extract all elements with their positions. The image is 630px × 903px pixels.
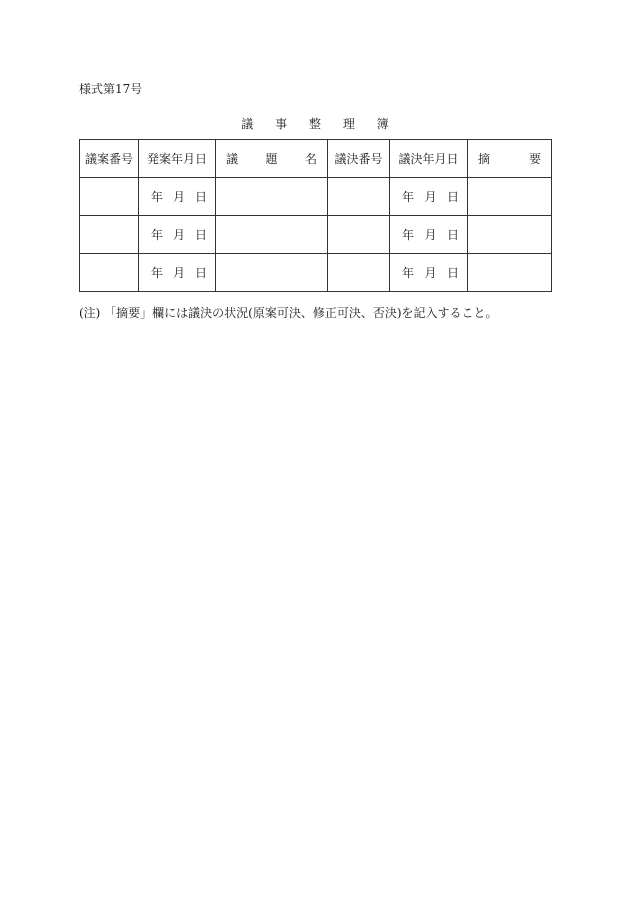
summary-cell[interactable] bbox=[468, 178, 552, 216]
form-number: 様式第17号 bbox=[79, 82, 143, 96]
title-char: 議 bbox=[241, 117, 254, 131]
resolution-date-cell[interactable] bbox=[390, 178, 468, 216]
header-resolution-number: 議決番号 bbox=[328, 140, 390, 178]
header-bill-number: 議案番号 bbox=[80, 140, 139, 178]
resolution-number-cell[interactable] bbox=[328, 216, 390, 254]
table-row bbox=[80, 216, 552, 254]
resolution-number-cell[interactable] bbox=[328, 178, 390, 216]
header-summary bbox=[468, 140, 552, 178]
bill-number-cell[interactable] bbox=[80, 254, 139, 292]
day-label: 日 bbox=[446, 228, 459, 242]
resolution-date-cell[interactable] bbox=[390, 216, 468, 254]
submission-date-cell[interactable] bbox=[139, 254, 216, 292]
title-char: 簿 bbox=[376, 117, 389, 131]
header-submission-date: 発案年月日 bbox=[139, 140, 216, 178]
header-summary-char: 要 bbox=[528, 152, 541, 166]
month-label: 月 bbox=[424, 266, 437, 280]
table-row bbox=[80, 178, 552, 216]
submission-date-cell[interactable] bbox=[139, 216, 216, 254]
day-label: 日 bbox=[194, 190, 207, 204]
year-label: 年 bbox=[402, 228, 415, 242]
table-row bbox=[80, 254, 552, 292]
month-label: 月 bbox=[172, 190, 185, 204]
subject-cell[interactable] bbox=[216, 254, 328, 292]
header-subject-char: 名 bbox=[304, 152, 317, 166]
submission-date-cell[interactable] bbox=[139, 178, 216, 216]
resolution-number-cell[interactable] bbox=[328, 254, 390, 292]
month-label: 月 bbox=[172, 228, 185, 242]
footnote: (注) 「摘要」欄には議決の状況(原案可決、修正可決、否決)を記入すること。 bbox=[79, 306, 498, 320]
subject-cell[interactable] bbox=[216, 216, 328, 254]
day-label: 日 bbox=[194, 266, 207, 280]
month-label: 月 bbox=[424, 228, 437, 242]
title-char: 理 bbox=[342, 117, 355, 131]
month-label: 月 bbox=[172, 266, 185, 280]
header-subject-char: 議 bbox=[226, 152, 239, 166]
header-resolution-date: 議決年月日 bbox=[390, 140, 468, 178]
summary-cell[interactable] bbox=[468, 254, 552, 292]
resolution-date-cell[interactable] bbox=[390, 254, 468, 292]
header-subject bbox=[216, 140, 328, 178]
year-label: 年 bbox=[151, 228, 164, 242]
year-label: 年 bbox=[151, 266, 164, 280]
header-row bbox=[80, 140, 552, 178]
title-char: 事 bbox=[275, 117, 288, 131]
day-label: 日 bbox=[194, 228, 207, 242]
bill-number-cell[interactable] bbox=[80, 216, 139, 254]
register-table bbox=[79, 139, 552, 292]
year-label: 年 bbox=[402, 190, 415, 204]
summary-cell[interactable] bbox=[468, 216, 552, 254]
year-label: 年 bbox=[151, 190, 164, 204]
subject-cell[interactable] bbox=[216, 178, 328, 216]
bill-number-cell[interactable] bbox=[80, 178, 139, 216]
header-subject-char: 題 bbox=[265, 152, 278, 166]
month-label: 月 bbox=[424, 190, 437, 204]
header-summary-char: 摘 bbox=[478, 152, 491, 166]
page-title bbox=[0, 115, 630, 132]
title-char: 整 bbox=[308, 117, 321, 131]
year-label: 年 bbox=[402, 266, 415, 280]
day-label: 日 bbox=[446, 266, 459, 280]
day-label: 日 bbox=[446, 190, 459, 204]
